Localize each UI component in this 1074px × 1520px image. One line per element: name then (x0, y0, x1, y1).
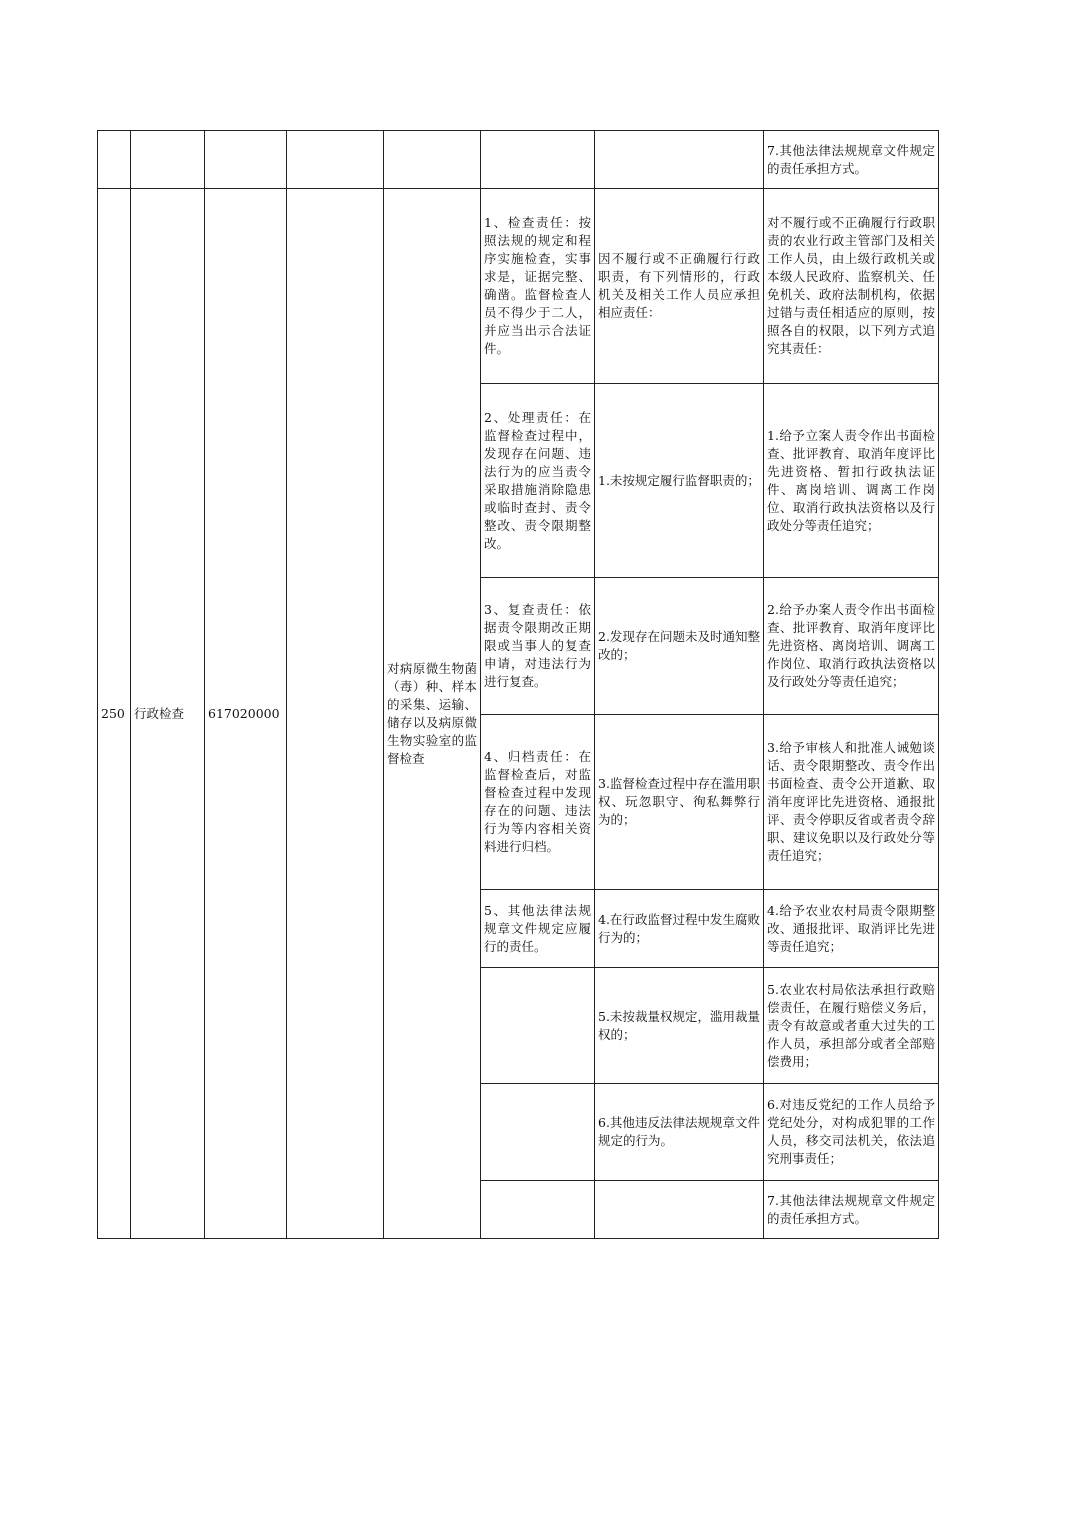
circumstance-cell: 5.未按裁量权规定，滥用裁量权的； (595, 968, 764, 1084)
item-category: 行政检查 (131, 189, 205, 1239)
cell-number-continued (98, 131, 131, 189)
cell-code-continued (205, 131, 287, 189)
continuation-row (98, 131, 939, 189)
cell-subitem-continued (287, 131, 384, 189)
responsibility-cell (481, 1181, 595, 1239)
cell-category-continued (131, 131, 205, 189)
item-number: 250 (98, 189, 131, 1239)
circumstance-cell: 3.监督检查过程中存在滥用职权、玩忽职守、徇私舞弊行为的； (595, 715, 764, 890)
item-sub-item (287, 189, 384, 1239)
responsibility-cell: 5、其他法律法规规章文件规定应履行的责任。 (481, 890, 595, 968)
item-name: 对病原微生物菌（毒）种、样本的采集、运输、储存以及病原微生物实验室的监督检查 (384, 189, 481, 1239)
circumstance-cell (595, 1181, 764, 1239)
responsibility-cell (481, 968, 595, 1084)
accountability-cell: 1.给予立案人责令作出书面检查、批评教育、取消年度评比先进资格、暂扣行政执法证件、离岗培训、调离工作岗位、取消行政执法资格以及行政处分等责任追究； (764, 384, 939, 578)
circumstance-cell: 6.其他违反法律法规规章文件规定的行为。 (595, 1084, 764, 1181)
cell-accountability-continued: 7.其他法律法规规章文件规定的责任承担方式。 (764, 131, 939, 189)
circumstance-cell: 2.发现存在问题未及时通知整改的； (595, 578, 764, 715)
cell-name-continued (384, 131, 481, 189)
circumstance-cell: 1.未按规定履行监督职责的； (595, 384, 764, 578)
circumstance-cell: 4.在行政监督过程中发生腐败行为的； (595, 890, 764, 968)
cell-circumstance-continued (595, 131, 764, 189)
accountability-cell: 对不履行或不正确履行行政职责的农业行政主管部门及相关工作人员，由上级行政机关或本级人民政府、监察机关、任免机关、政府法制机构，依据过错与责任相适应的原则，按照各自的权限，以下列方式追究其责任： (764, 189, 939, 384)
accountability-cell: 6.对违反党纪的工作人员给予党纪处分，对构成犯罪的工作人员，移交司法机关，依法追究刑事责任； (764, 1084, 939, 1181)
responsibility-cell: 3、复查责任：依据责令限期改正期限或当事人的复查申请，对违法行为进行复查。 (481, 578, 595, 715)
responsibility-cell: 1、检查责任：按照法规的规定和程序实施检查，实事求是，证据完整、确凿。监督检查人员不得少于二人，并应当出示合法证件。 (481, 189, 595, 384)
accountability-cell: 4.给予农业农村局责令限期整改、通报批评、取消评比先进等责任追究； (764, 890, 939, 968)
cell-responsibility-continued (481, 131, 595, 189)
circumstance-cell: 因不履行或不正确履行行政职责，有下列情形的，行政机关及相关工作人员应承担相应责任： (595, 189, 764, 384)
accountability-cell: 2.给予办案人责令作出书面检查、批评教育、取消年度评比先进资格、离岗培训、调离工作岗位、取消行政执法资格以及行政处分等责任追究； (764, 578, 939, 715)
responsibility-cell: 2、处理责任：在监督检查过程中，发现存在问题、违法行为的应当责令采取措施消除隐患或临时查封、责令整改、责令限期整改。 (481, 384, 595, 578)
item-code: 617020000 (205, 189, 287, 1239)
accountability-cell: 5.农业农村局依法承担行政赔偿责任，在履行赔偿义务后，责令有故意或者重大过失的工作人员，承担部分或者全部赔偿费用； (764, 968, 939, 1084)
item-row-1 (98, 189, 939, 384)
power-list-table (97, 130, 939, 1239)
responsibility-cell (481, 1084, 595, 1181)
accountability-cell: 7.其他法律法规规章文件规定的责任承担方式。 (764, 1181, 939, 1239)
responsibility-cell: 4、归档责任：在监督检查后，对监督检查过程中发现存在的问题、违法行为等内容相关资料进行归档。 (481, 715, 595, 890)
accountability-cell: 3.给予审核人和批准人诫勉谈话、责令限期整改、责令作出书面检查、责令公开道歉、取消年度评比先进资格、通报批评、责令停职反省或者责令辞职、建议免职以及行政处分等责任追究； (764, 715, 939, 890)
